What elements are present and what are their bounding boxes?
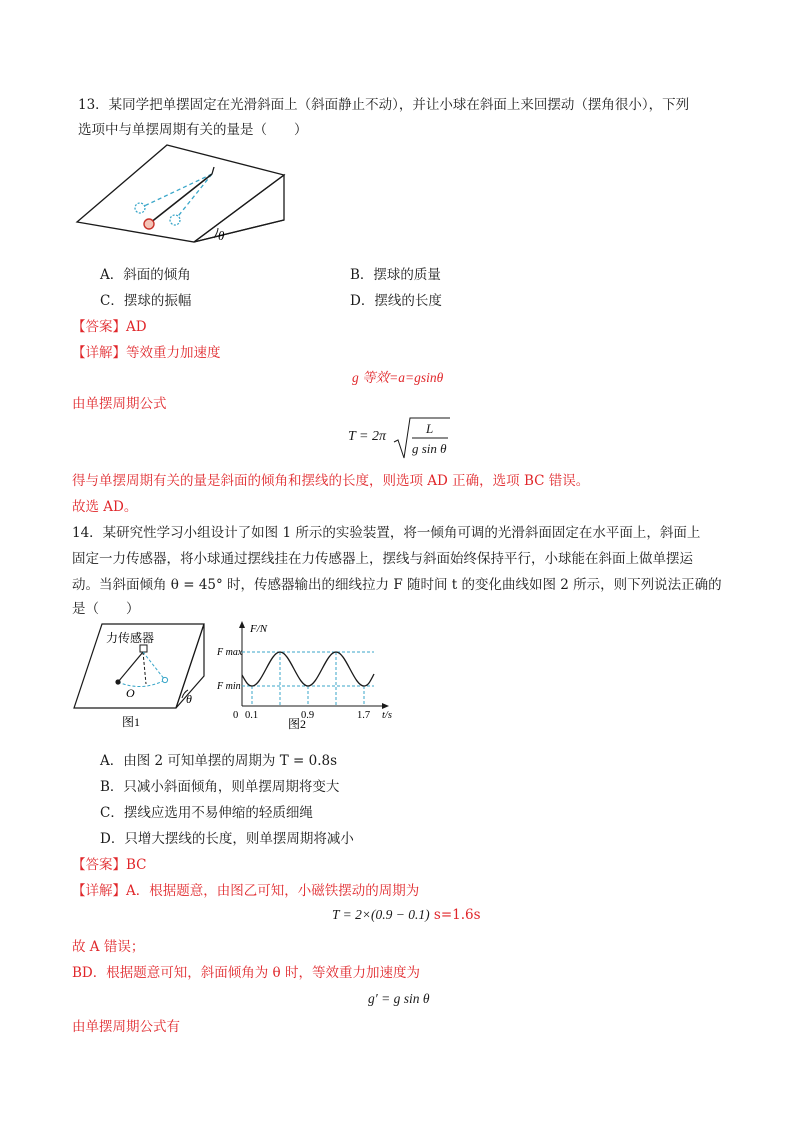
q14-detail: 【详解】A．根据题意，由图乙可知，小磁铁摆动的周期为: [72, 883, 420, 899]
incline-plane-side: [194, 175, 284, 242]
pendulum-dashed-right: [175, 174, 212, 220]
q13-eq2-den: g sin θ: [412, 441, 447, 456]
force-sensor-label: 力传感器: [106, 631, 155, 645]
q13-formula-intro: 由单摆周期公式: [72, 396, 167, 412]
origin-label: 0: [233, 710, 239, 721]
q14-bd-line: BD．根据题意可知，斜面倾角为 θ 时，等效重力加速度为: [72, 965, 420, 981]
pendulum-bob: [144, 219, 154, 229]
q14-option-b: B．只减小斜面倾角，则单摆周期将变大: [100, 779, 340, 795]
q13-eq2: [348, 416, 458, 462]
tick-label-2: 1.7: [357, 710, 371, 721]
q14-option-a: A．由图 2 可知单摆的周期为 T = 0.8s: [100, 753, 338, 769]
q13-choose: 故选 AD。: [72, 499, 138, 515]
fig1-caption: 图1: [122, 715, 141, 729]
q13-option-b: B．摆球的质量: [350, 267, 441, 283]
fig2-caption: 图2: [288, 717, 307, 731]
q14-option-d: D．只增大摆线的长度，则单摆周期将减小: [100, 831, 354, 847]
fig1-theta-label: θ: [186, 692, 192, 706]
q13-figure: [72, 140, 312, 250]
q13-eq2-lhs: T = 2π: [348, 429, 386, 444]
q14-option-c: C．摆线应选用不易伸缩的轻质细绳: [100, 805, 313, 821]
q13-option-d: D．摆线的长度: [350, 293, 442, 309]
tick-label-0: 0.1: [245, 710, 259, 721]
x-axis-label: t/s: [382, 710, 392, 721]
y-axis-label: F/N: [250, 623, 268, 635]
q14-stem-line2: 固定一力传感器，将小球通过摆线挂在力传感器上，摆线与斜面始终保持平行，小球能在斜面上做单摆运: [72, 551, 693, 567]
q14-eq2: g′ = g sin θ: [368, 991, 430, 1006]
force-curve: [242, 652, 374, 686]
q13-option-c: C．摆球的振幅: [100, 293, 192, 309]
tick-label-1: 0.9: [301, 710, 315, 721]
q13-stem-line1: 13．某同学把单摆固定在光滑斜面上（斜面静止不动），并让小球在斜面上来回摆动（摆角很小），下列: [78, 97, 690, 113]
fmax-label: F max: [217, 647, 243, 658]
fmin-label: F min: [217, 681, 241, 692]
q13-eq1: g 等效=a=gsinθ: [352, 370, 444, 385]
q13-theta-label: θ: [218, 228, 225, 243]
q14-formula-intro: 由单摆周期公式有: [72, 1019, 180, 1035]
o-label: O: [126, 686, 135, 700]
q14-stem-line3: 动。当斜面倾角 θ = 45° 时，传感器输出的细线拉力 F 随时间 t 的变化曲线如图 2 所示，则下列说法正确的: [72, 577, 722, 593]
q13-conclusion: 得与单摆周期有关的量是斜面的倾角和摆线的长度，则选项 AD 正确，选项 BC 错误。: [72, 473, 590, 489]
q14-figure-2: [216, 620, 401, 732]
q13-answer: 【答案】AD: [72, 319, 147, 335]
q14-stem-line1: 14．某研究性学习小组设计了如图 1 所示的实验装置，将一倾角可调的光滑斜面固定在水平面上，斜面上: [72, 525, 701, 541]
q13-eq2-num: L: [426, 421, 434, 436]
q14-eq1: [332, 906, 481, 924]
q13-detail: 【详解】等效重力加速度: [72, 345, 221, 361]
force-sensor-box: [140, 645, 147, 652]
q14-stem-line4: 是（ ）: [72, 601, 140, 617]
q14-eq1-main: T = 2×(0.9 − 0.1): [332, 907, 430, 922]
q14-a-wrong: 故 A 错误；: [72, 939, 145, 955]
q14-figure-1: [70, 620, 210, 730]
q14-eq1-tail: s=1.6s: [433, 907, 481, 923]
q13-stem-line2: 选项中与单摆周期有关的量是（ ）: [78, 122, 308, 138]
q13-option-a: A．斜面的倾角: [100, 267, 191, 283]
q14-answer: 【答案】BC: [72, 857, 147, 873]
